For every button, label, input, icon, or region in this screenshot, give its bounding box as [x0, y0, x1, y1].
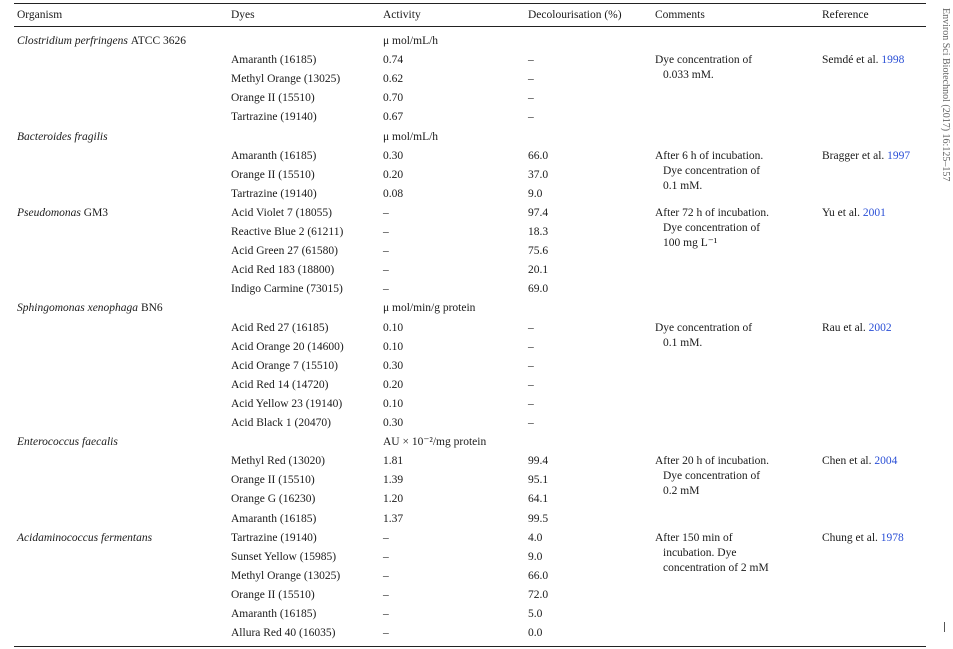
- dye-name: Tartrazine (19140): [231, 187, 317, 200]
- dye-name: Acid Green 27 (61580): [231, 245, 338, 258]
- decolourisation-value: –: [528, 378, 534, 391]
- activity-value: 0.08: [383, 187, 404, 200]
- decolourisation-value: 99.5: [528, 512, 549, 525]
- dye-name: Acid Orange 7 (15510): [231, 359, 338, 372]
- reference-cell: [822, 454, 897, 469]
- dye-name: Sunset Yellow (15985): [231, 550, 337, 563]
- comment-line: incubation. Dye: [663, 546, 737, 559]
- dye-name: Amaranth (16185): [231, 608, 317, 620]
- decolourisation-value: 95.1: [528, 474, 549, 487]
- decolourisation-value: 9.0: [528, 550, 543, 563]
- activity-units: μ mol/min/g protein: [383, 302, 476, 315]
- organism-species: Sphingomonas xenophaga: [17, 302, 139, 315]
- activity-value: –: [383, 283, 389, 296]
- journal-sidebar: [939, 0, 953, 649]
- comment-line: Dye concentration of: [655, 54, 753, 67]
- activity-value: –: [383, 226, 389, 238]
- comment-line: Dye concentration of: [663, 470, 761, 483]
- decolourisation-value: 0.0: [528, 627, 543, 640]
- comment-line: 0.2 mM: [663, 485, 700, 498]
- organism-name: [17, 34, 186, 49]
- reference-author: Chung et al.: [822, 531, 878, 544]
- reference-cell: [822, 53, 904, 68]
- activity-value: 0.62: [383, 73, 404, 86]
- activity-value: 1.81: [383, 455, 404, 468]
- organism-species: Pseudomonas: [17, 206, 81, 219]
- comment-text: [655, 321, 752, 351]
- dye-name: Methyl Orange (13025): [231, 73, 341, 86]
- dye-name: Acid Red 183 (18800): [231, 264, 335, 277]
- reference-author: Bragger et al.: [822, 149, 885, 162]
- dye-name: Acid Red 14 (14720): [231, 378, 329, 391]
- reference-year-link[interactable]: 2004: [874, 455, 898, 468]
- decolourisation-value: –: [528, 73, 534, 86]
- decolourisation-value: 4.0: [528, 531, 543, 544]
- comment-line: 0.1 mM.: [663, 336, 703, 349]
- decolourisation-value: –: [528, 417, 534, 429]
- header-dyes: Dyes: [231, 9, 255, 21]
- decolourisation-value: –: [528, 359, 534, 372]
- activity-value: –: [383, 569, 389, 582]
- activity-units: μ mol/mL/h: [383, 35, 439, 47]
- activity-units: AU × 10⁻²/mg protein: [383, 436, 487, 449]
- organism-name: [17, 130, 108, 145]
- header-organism: Organism: [17, 9, 63, 21]
- reference-year-link[interactable]: 1997: [887, 149, 911, 162]
- dye-name: Indigo Carmine (73015): [231, 283, 343, 296]
- activity-value: –: [383, 588, 389, 601]
- decolourisation-value: –: [528, 397, 534, 410]
- activity-value: 1.37: [383, 512, 404, 525]
- decolourisation-value: 18.3: [528, 226, 549, 238]
- activity-value: 0.30: [383, 417, 404, 429]
- comment-line: After 150 min of: [655, 531, 733, 544]
- dye-name: Orange II (15510): [231, 474, 315, 487]
- activity-value: –: [383, 627, 389, 640]
- decolourisation-value: –: [528, 54, 534, 67]
- comment-line: After 72 h of incubation.: [655, 206, 770, 219]
- decolourisation-value: 97.4: [528, 206, 549, 219]
- activity-value: 0.30: [383, 359, 404, 372]
- organism-strain: GM3: [83, 206, 109, 219]
- reference-author: Chen et al.: [822, 455, 872, 468]
- decolourisation-value: –: [528, 321, 534, 334]
- organism-species: Acidaminococcus fermentans: [17, 531, 153, 544]
- activity-value: –: [383, 550, 389, 563]
- reference-author: Rau et al.: [822, 321, 866, 334]
- organism-strain: BN6: [140, 302, 163, 315]
- comment-line: After 20 h of incubation.: [655, 455, 770, 468]
- comment-line: 0.1 mM.: [663, 179, 703, 192]
- journal-citation: Environ Sci Biotechnol (2017) 16:125–157: [940, 8, 951, 182]
- decolourisation-value: 75.6: [528, 245, 549, 258]
- reference-cell: [822, 206, 886, 221]
- decolourisation-value: 20.1: [528, 264, 549, 277]
- header-reference: Reference: [822, 9, 869, 21]
- reference-year-link[interactable]: 2001: [862, 206, 886, 219]
- activity-value: –: [383, 608, 389, 620]
- comment-line: Dye concentration of: [663, 164, 761, 177]
- activity-value: –: [383, 245, 389, 258]
- activity-value: 0.20: [383, 378, 404, 391]
- dye-name: Acid Red 27 (16185): [231, 321, 329, 334]
- activity-value: 0.10: [383, 340, 404, 353]
- dye-name: Tartrazine (19140): [231, 111, 317, 124]
- reference-year-link[interactable]: 1998: [881, 54, 905, 67]
- decolourisation-value: 72.0: [528, 588, 549, 601]
- margin-tick: [944, 622, 945, 632]
- reference-cell: [822, 321, 892, 336]
- organism-species: Clostridium perfringens: [17, 35, 128, 47]
- dye-name: Amaranth (16185): [231, 512, 317, 525]
- activity-value: 0.10: [383, 321, 404, 334]
- decolourisation-value: –: [528, 340, 534, 353]
- organism-name: [17, 435, 118, 450]
- decolourisation-value: 66.0: [528, 149, 549, 162]
- activity-value: 0.70: [383, 92, 404, 105]
- comment-text: [655, 149, 763, 194]
- decolourisation-value: 66.0: [528, 569, 549, 582]
- dye-name: Amaranth (16185): [231, 54, 317, 67]
- organism-species: Bacteroides fragilis: [17, 130, 108, 143]
- decolourisation-value: 99.4: [528, 455, 549, 468]
- comment-line: After 6 h of incubation.: [655, 149, 764, 162]
- dye-name: Methyl Orange (13025): [231, 569, 341, 582]
- comment-text: [655, 206, 769, 251]
- organism-name: [17, 301, 163, 316]
- comment-line: 100 mg L⁻¹: [663, 236, 718, 249]
- reference-year-link[interactable]: 1978: [880, 531, 904, 544]
- activity-units: μ mol/mL/h: [383, 130, 439, 143]
- organism-name: [17, 206, 108, 221]
- decolourisation-value: 37.0: [528, 168, 549, 181]
- reference-year-link[interactable]: 2002: [868, 321, 892, 334]
- dye-name: Reactive Blue 2 (61211): [231, 226, 344, 238]
- decolourisation-value: –: [528, 111, 534, 124]
- activity-value: –: [383, 206, 389, 219]
- dye-name: Methyl Red (13020): [231, 455, 325, 468]
- comment-line: concentration of 2 mM: [663, 561, 769, 574]
- header-rule: [14, 26, 926, 27]
- activity-value: 0.67: [383, 111, 404, 124]
- activity-value: 1.20: [383, 493, 404, 506]
- header-comments: Comments: [655, 9, 705, 21]
- comment-line: Dye concentration of: [663, 221, 761, 234]
- dye-name: Allura Red 40 (16035): [231, 627, 336, 640]
- comment-line: 0.033 mM.: [663, 69, 714, 82]
- dye-name: Acid Violet 7 (18055): [231, 206, 332, 219]
- activity-value: 1.39: [383, 474, 404, 487]
- activity-value: 0.10: [383, 397, 404, 410]
- reference-cell: [822, 149, 910, 164]
- decolourisation-value: 9.0: [528, 187, 543, 200]
- dye-name: Acid Black 1 (20470): [231, 417, 331, 429]
- comment-text: [655, 53, 752, 83]
- organism-strain: ATCC 3626: [130, 35, 187, 47]
- dye-name: Orange II (15510): [231, 168, 315, 181]
- activity-value: 0.20: [383, 168, 404, 181]
- decolourisation-value: 69.0: [528, 283, 549, 296]
- bottom-rule: [14, 646, 926, 647]
- decolourisation-value: 64.1: [528, 493, 549, 506]
- top-rule: [14, 3, 926, 4]
- reference-author: Semdé et al.: [822, 54, 879, 67]
- dye-name: Orange G (16230): [231, 493, 316, 506]
- comment-text: [655, 454, 769, 499]
- comment-text: [655, 531, 769, 576]
- dye-name: Acid Yellow 23 (19140): [231, 397, 343, 410]
- reference-author: Yu et al.: [822, 206, 861, 219]
- activity-value: –: [383, 264, 389, 277]
- organism-name: [17, 531, 152, 546]
- reference-cell: [822, 531, 904, 546]
- comment-line: Dye concentration of: [655, 321, 753, 334]
- activity-value: 0.74: [383, 54, 404, 67]
- dye-name: Orange II (15510): [231, 588, 315, 601]
- header-activity: Activity: [383, 9, 421, 21]
- header-decolourisation: Decolourisation (%): [528, 9, 622, 21]
- dye-name: Amaranth (16185): [231, 149, 317, 162]
- organism-species: Enterococcus faecalis: [17, 436, 118, 449]
- dye-name: Tartrazine (19140): [231, 531, 317, 544]
- activity-value: 0.30: [383, 149, 404, 162]
- decolourisation-value: 5.0: [528, 608, 543, 620]
- dye-name: Acid Orange 20 (14600): [231, 340, 344, 353]
- decolourisation-value: –: [528, 92, 534, 105]
- dye-name: Orange II (15510): [231, 92, 315, 105]
- activity-value: –: [383, 531, 389, 544]
